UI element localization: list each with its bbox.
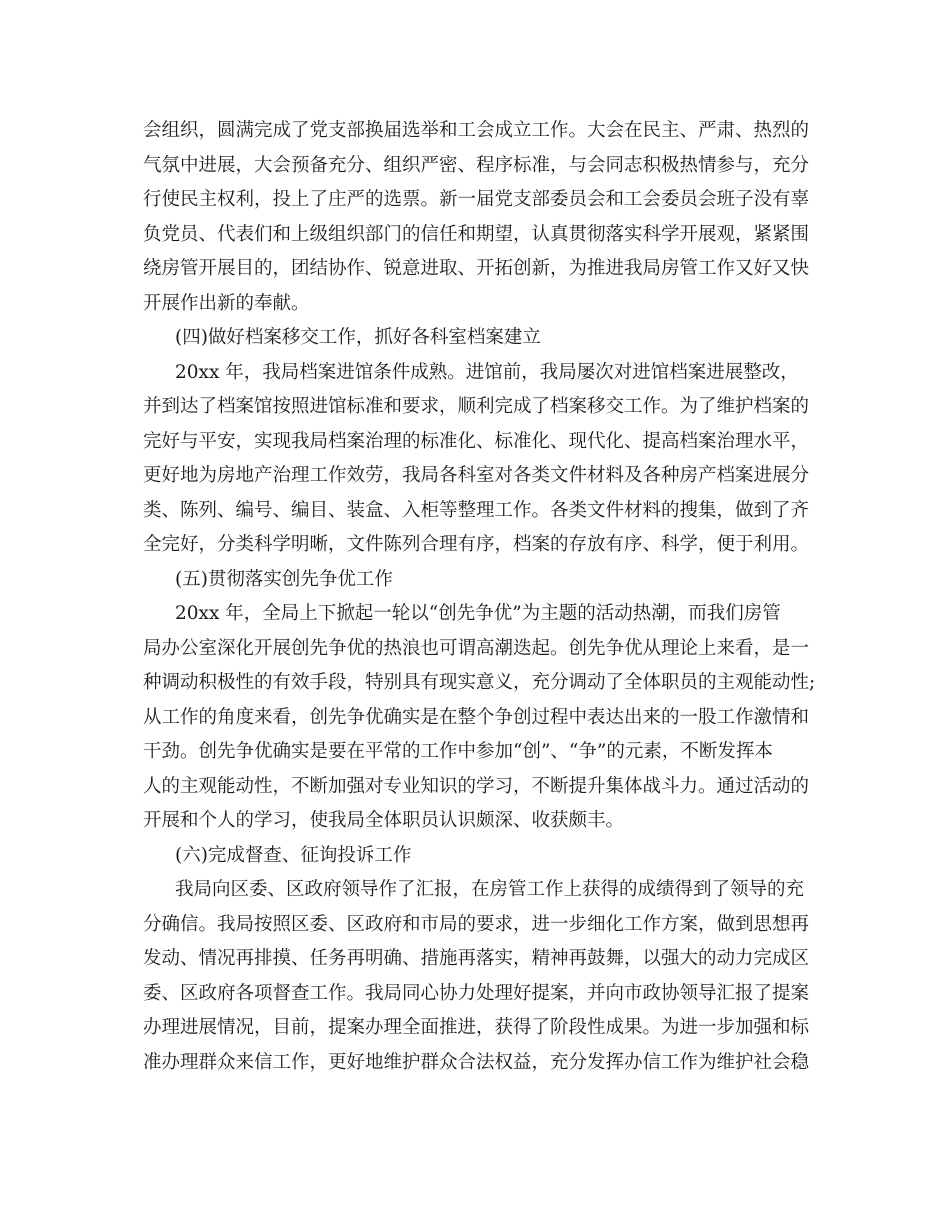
paragraph-line: 从工作的角度来看，创先争优确实是在整个争创过程中表达出来的一股工作激情和 [143, 706, 810, 728]
paragraph-line: 开展作出新的奉献。 [143, 292, 310, 314]
section-heading-4: (四)做好档案移交工作，抓好各科室档案建立 [175, 327, 541, 348]
paragraph-line: 局办公室深化开展创先争优的热浪也可谓高潮迭起。创先争优从理论上来看，是一 [143, 637, 810, 659]
paragraph-line: 绕房管开展目的，团结协作、锐意进取、开拓创新，为推进我局房管工作又好又快 [143, 258, 810, 279]
paragraph-line: 完好与平安，实现我局档案治理的标准化、标准化、现代化、提高档案治理水平， [143, 430, 810, 452]
paragraph-line: 20xx 年，全局上下掀起一轮以“创先争优”为主题的活动热潮，而我们房管 [175, 603, 781, 624]
paragraph-line: 负党员、代表们和上级组织部门的信任和期望，认真贯彻落实科学开展观，紧紧围 [143, 223, 810, 245]
paragraph-line: 办理进展情况，目前，提案办理全面推进，获得了阶段性成果。为进一步加强和标 [143, 1017, 810, 1038]
paragraph-line: 并到达了档案馆按照进馆标准和要求，顺利完成了档案移交工作。为了维护档案的 [143, 396, 810, 417]
paragraph-line: 种调动积极性的有效手段，特别具有现实意义，充分调动了全体职员的主观能动性; [143, 672, 816, 693]
paragraph-line: 会组织，圆满完成了党支部换届选举和工会成立工作。大会在民主、严肃、热烈的 [143, 120, 810, 141]
paragraph-line: 20xx 年，我局档案进馆条件成熟。进馆前，我局屡次对进馆档案进展整改， [175, 361, 799, 383]
document-body [143, 114, 823, 1080]
paragraph-line: 分确信。我局按照区委、区政府和市局的要求，进一步细化工作方案，做到思想再 [143, 913, 810, 935]
paragraph-line: 我局向区委、区政府领导作了汇报，在房管工作上获得的成绩得到了领导的充 [175, 879, 805, 900]
paragraph-line: 人的主观能动性，不断加强对专业知识的学习，不断提升集体战斗力。通过活动的 [143, 775, 810, 797]
section-heading-6: (六)完成督查、征询投诉工作 [175, 844, 412, 866]
paragraph-line: 类、陈列、编号、编目、装盒、入柜等整理工作。各类文件材料的搜集，做到了齐 [143, 499, 810, 521]
paragraph-line: 干劲。创先争优确实是要在平常的工作中参加“创”、“争”的元素，不断发挥本 [143, 741, 773, 762]
paragraph-line: 委、区政府各项督查工作。我局同心协力处理好提案，并向市政协领导汇报了提案 [143, 982, 810, 1004]
paragraph-line: 全完好，分类科学明晰，文件陈列合理有序，档案的存放有序、科学，便于利用。 [143, 534, 810, 555]
paragraph-line: 气氛中进展，大会预备充分、组织严密、程序标准，与会同志积极热情参与，充分 [143, 154, 810, 176]
paragraph-line: 发动、情况再排摸、任务再明确、措施再落实，精神再鼓舞，以强大的动力完成区 [143, 948, 810, 969]
paragraph-line: 开展和个人的学习，使我局全体职员认识颇深、收获颇丰。 [143, 810, 625, 831]
paragraph-line: 更好地为房地产治理工作效劳，我局各科室对各类文件材料及各种房产档案进展分 [143, 465, 810, 486]
paragraph-line: 行使民主权利，投上了庄严的选票。新一届党支部委员会和工会委员会班子没有辜 [143, 189, 810, 210]
section-heading-5: (五)贯彻落实创先争优工作 [175, 568, 393, 590]
paragraph-line: 准办理群众来信工作，更好地维护群众合法权益，充分发挥办信工作为维护社会稳 [143, 1051, 810, 1073]
